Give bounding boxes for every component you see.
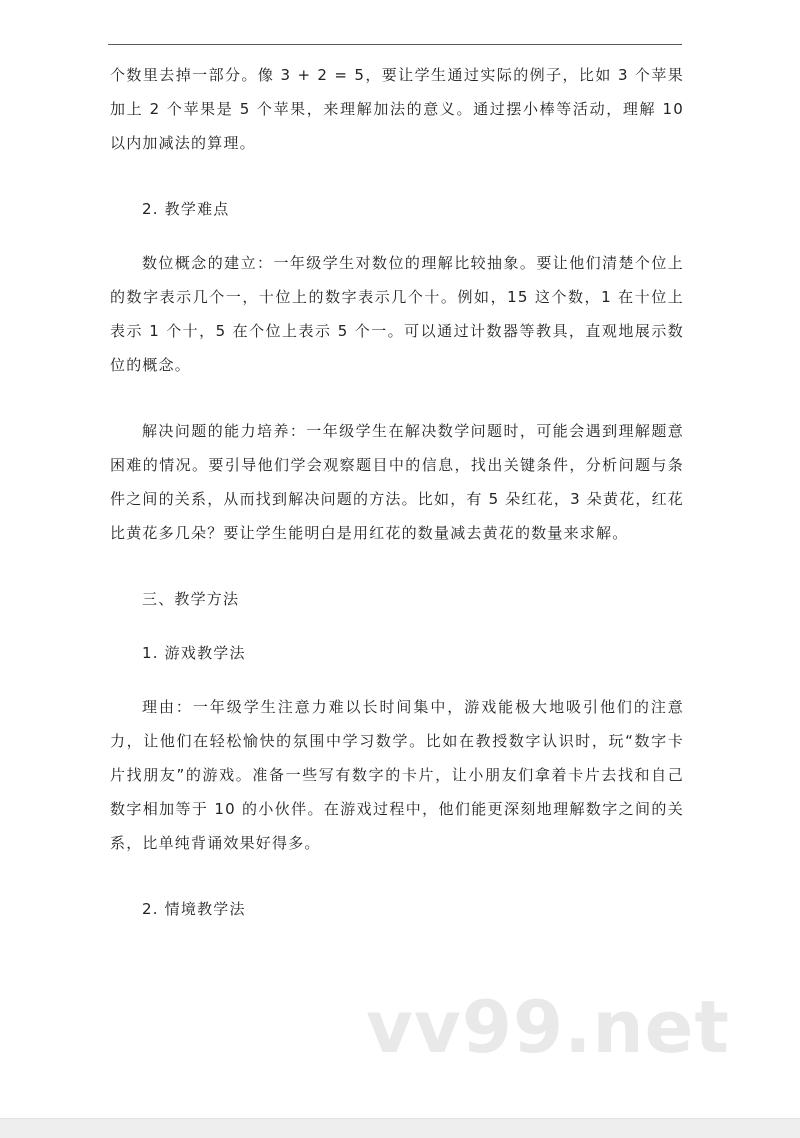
paragraph-place-value: 数位概念的建立：一年级学生对数位的理解比较抽象。要让他们清楚个位上的数字表示几个一，十位上的数字表示几个十。例如，15 这个数，1 在十位上表示 1 个十，5 在个位上表示 5 个一。可以通过计数器等教具，直观地展示数位的概念。 bbox=[110, 254, 684, 374]
paragraph-game-reason: 理由：一年级学生注意力难以长时间集中，游戏能极大地吸引他们的注意力，让他们在轻松愉快的氛围中学习数学。比如在教授数字认识时，玩“数字卡片找朋友”的游戏。准备一些写有数字的卡片，让小朋友们拿着卡片去找和自己数字相加等于 10 的小伙伴。在游戏过程中，他们能更深刻地理解数字之间的关系，比单纯背诵效果好得多。 bbox=[110, 698, 684, 852]
page-bottom-edge bbox=[0, 1118, 800, 1138]
heading-teaching-methods: 三、教学方法 bbox=[142, 590, 240, 608]
heading-game-method: 1. 游戏教学法 bbox=[142, 644, 246, 662]
heading-situational-method: 2. 情境教学法 bbox=[142, 900, 246, 918]
header-rule bbox=[108, 44, 682, 45]
heading-teaching-difficulties: 2. 教学难点 bbox=[142, 200, 230, 218]
paragraph-addition-meaning: 个数里去掉一部分。像 3 + 2 = 5，要让学生通过实际的例子，比如 3 个苹果加上 2 个苹果是 5 个苹果，来理解加法的意义。通过摆小棒等活动，理解 10 以内加减法的算理。 bbox=[110, 66, 684, 152]
watermark-logo: vv99.net bbox=[366, 985, 730, 1069]
document-body bbox=[110, 58, 684, 926]
paragraph-problem-solving: 解决问题的能力培养：一年级学生在解决数学问题时，可能会遇到理解题意困难的情况。要引导他们学会观察题目中的信息，找出关键条件，分析问题与条件之间的关系，从而找到解决问题的方法。比如，有 5 朵红花，3 朵黄花，红花比黄花多几朵？要让学生能明白是用红花的数量减去黄花的数量来求解。 bbox=[110, 422, 684, 542]
